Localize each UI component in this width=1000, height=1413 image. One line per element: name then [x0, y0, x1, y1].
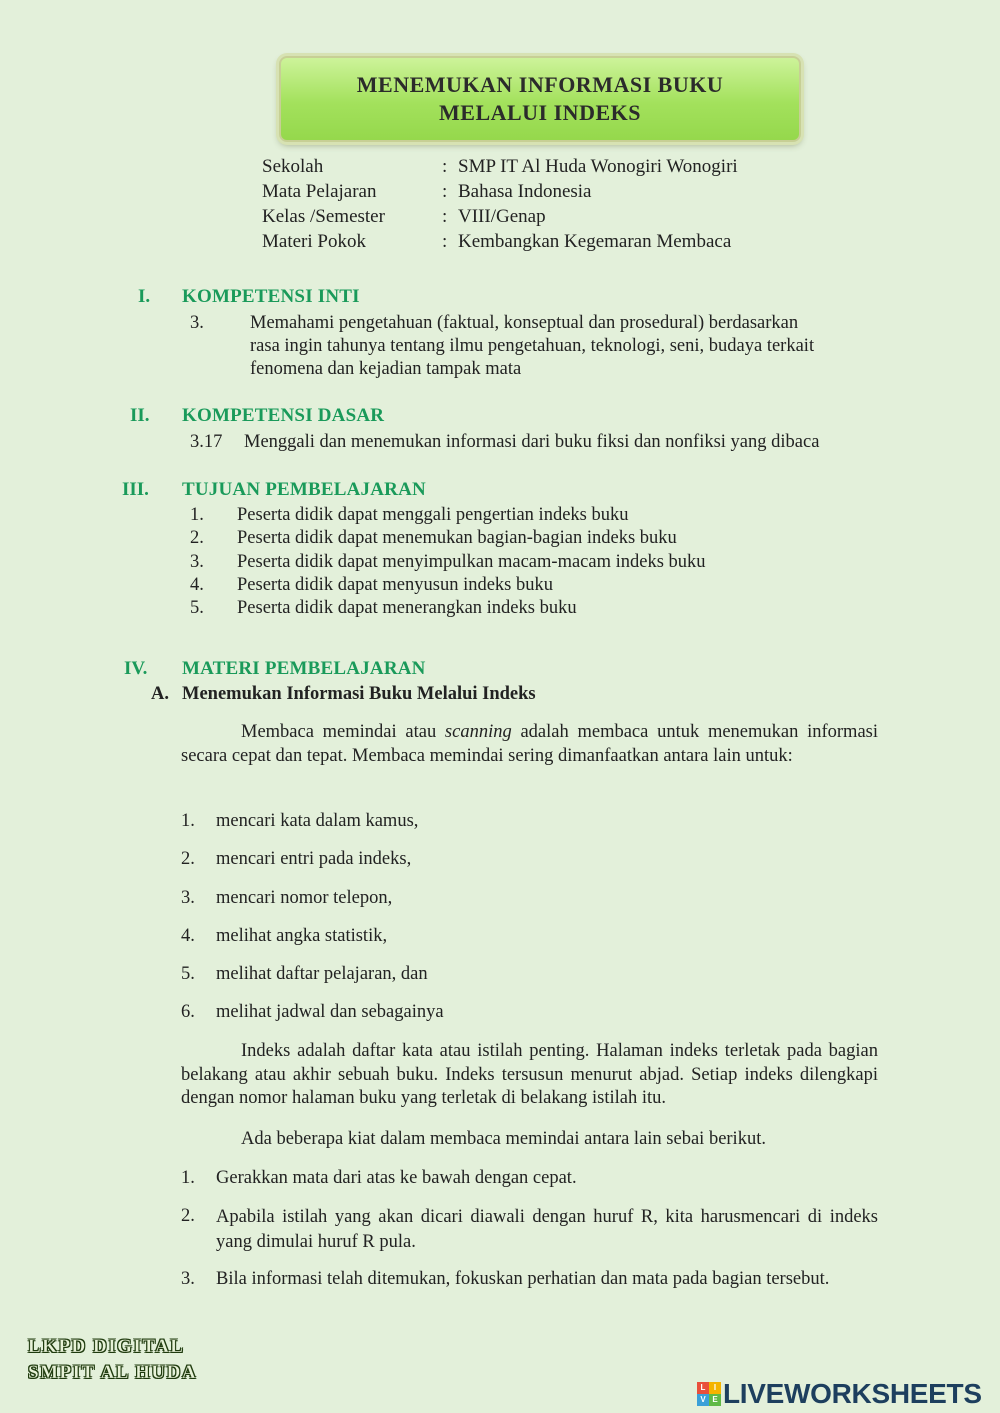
list-item	[190, 527, 677, 550]
item-text: mencari nomor telepon,	[216, 887, 393, 908]
ki-item-text	[250, 312, 868, 381]
info-colon: :	[442, 206, 448, 227]
section-2-number: II.	[130, 405, 150, 426]
list-item	[190, 551, 706, 574]
subsection-a-title: Menemukan Informasi Buku Melalui Indeks	[182, 684, 536, 704]
item-text: Peserta didik dapat menggali pengertian indeks buku	[237, 505, 629, 525]
item-text: mencari entri pada indeks,	[216, 849, 412, 870]
list-item	[190, 597, 577, 620]
ki-item-number: 3.	[190, 313, 204, 333]
item-number: 3.	[181, 1269, 195, 1289]
ki-line: Memahami pengetahuan (faktual, konseptual dan prosedural) berdasarkan	[250, 313, 799, 333]
item-number: 4.	[190, 574, 204, 595]
ki-line: rasa ingin tahunya tentang ilmu pengetahuan, teknologi, seni, budaya terkait	[250, 336, 815, 356]
liveworksheets-icon: L I V E	[697, 1382, 721, 1406]
list-item	[181, 810, 419, 848]
list-item	[190, 504, 629, 527]
brand-line-2: SMPIT AL HUDA	[28, 1362, 198, 1383]
item-text: melihat angka statistik,	[216, 925, 388, 946]
item-text: Peserta didik dapat menyusun indeks buku	[237, 574, 553, 595]
info-value: VIII/Genap	[458, 206, 546, 227]
title-line-1: MENEMUKAN INFORMASI BUKU	[356, 72, 724, 97]
list-item	[181, 1167, 577, 1205]
item-number: 5.	[190, 598, 204, 619]
brand-line-1: LKPD DIGITAL	[28, 1336, 185, 1357]
item-text: mencari kata dalam kamus,	[216, 811, 419, 831]
info-value: Bahasa Indonesia	[458, 181, 592, 202]
item-number: 1.	[181, 1168, 195, 1188]
item-number: 3.	[181, 887, 195, 908]
liveworksheets-wordmark: LIVEWORKSHEETS	[723, 1378, 982, 1409]
item-text: Peserta didik dapat menemukan bagian-bagian indeks buku	[237, 528, 677, 549]
paragraph-tips-intro: Ada beberapa kiat dalam membaca memindai antara lain sebai berikut.	[241, 1129, 766, 1149]
item-number: 1.	[190, 505, 204, 525]
kd-item-text: Menggali dan menemukan informasi dari buku fiksi dan nonfiksi yang dibaca	[244, 432, 820, 452]
objectives-list	[190, 504, 706, 620]
list-item	[181, 963, 428, 1001]
section-4-title: MATERI PEMBELAJARAN	[182, 658, 426, 679]
liveworksheets-logo[interactable]	[697, 1378, 982, 1410]
item-number: 2.	[190, 528, 204, 549]
list-item	[181, 848, 412, 886]
info-colon: :	[442, 231, 448, 252]
info-label: Mata Pelajaran	[262, 181, 377, 202]
item-text: Gerakkan mata dari atas ke bawah dengan cepat.	[216, 1168, 577, 1188]
section-1-number: I.	[138, 286, 151, 307]
section-2-title: KOMPETENSI DASAR	[182, 405, 385, 426]
info-label: Materi Pokok	[262, 231, 366, 252]
item-number: 1.	[181, 811, 195, 831]
list-item	[181, 1001, 444, 1039]
item-number: 2.	[181, 849, 195, 870]
item-number: 2.	[181, 1206, 195, 1226]
section-4-number: IV.	[124, 658, 148, 679]
item-number: 4.	[181, 925, 195, 946]
uses-list	[181, 810, 444, 1040]
paragraph-scanning: Membaca memindai atau scanning adalah membaca untuk menemukan informasi secara cepat dan tepat. Membaca memindai sering dimanfaatkan antara lain untuk:	[181, 722, 878, 766]
item-text: Apabila istilah yang akan dicari diawali dengan huruf R, kita harusmencari di indeks yang dimulai huruf R pula.	[216, 1207, 878, 1252]
info-colon: :	[442, 181, 448, 202]
subsection-a-number: A.	[151, 684, 169, 704]
info-colon: :	[442, 156, 448, 177]
info-value: Kembangkan Kegemaran Membaca	[458, 231, 732, 252]
list-item	[181, 1205, 878, 1268]
list-item	[181, 1268, 830, 1292]
item-number: 3.	[190, 551, 204, 572]
item-text: melihat jadwal dan sebagainya	[216, 1002, 444, 1023]
section-3-number: III.	[122, 479, 149, 500]
section-3-title: TUJUAN PEMBELAJARAN	[182, 479, 426, 500]
list-item	[181, 887, 393, 925]
ki-line: fenomena dan kejadian tampak mata	[250, 359, 522, 379]
info-label: Sekolah	[262, 156, 324, 177]
info-value: SMP IT Al Huda Wonogiri Wonogiri	[458, 156, 738, 177]
item-text: Bila informasi telah ditemukan, fokuskan perhatian dan mata pada bagian tersebut.	[216, 1269, 830, 1289]
section-1-title: KOMPETENSI INTI	[182, 286, 360, 307]
paragraph-index-definition: Indeks adalah daftar kata atau istilah penting. Halaman indeks terletak pada bagian belakang atau akhir sebuah buku. Indeks tersusun menurut abjad. Setiap indeks dilengkapi dengan nomor halaman buku yang terletak di belakang istilah itu.	[181, 1041, 878, 1108]
item-text: Peserta didik dapat menyimpulkan macam-macam indeks buku	[237, 551, 706, 572]
title-line-2: MELALUI INDEKS	[439, 100, 641, 125]
kd-item-number: 3.17	[190, 432, 223, 452]
item-text: Peserta didik dapat menerangkan indeks buku	[237, 598, 577, 619]
tips-list	[181, 1167, 878, 1292]
list-item	[190, 574, 553, 597]
info-label: Kelas /Semester	[262, 206, 385, 227]
item-number: 5.	[181, 964, 195, 985]
item-text: melihat daftar pelajaran, dan	[216, 964, 428, 985]
item-number: 6.	[181, 1002, 195, 1023]
list-item	[181, 925, 388, 963]
title-banner	[279, 56, 801, 142]
